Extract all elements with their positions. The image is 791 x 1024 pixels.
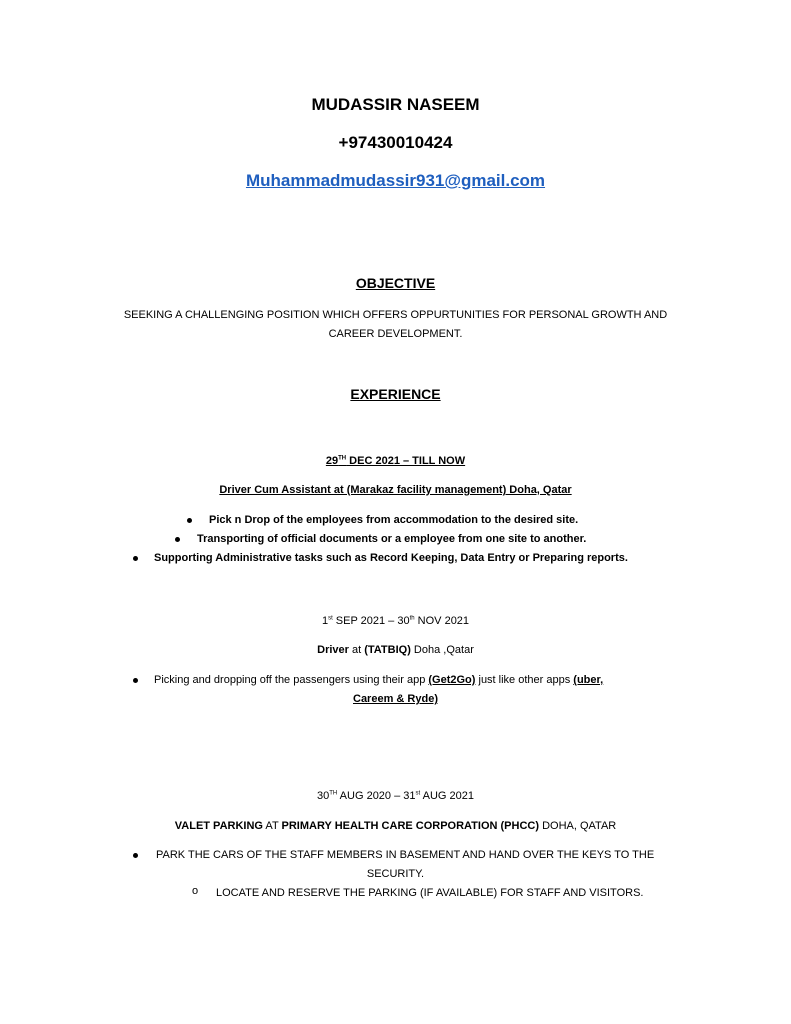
email-link[interactable]: Muhammadmudassir931@gmail.com	[245, 171, 546, 190]
job-2-role	[0, 644, 791, 656]
job-2-dates	[0, 615, 791, 627]
job-3-company: PRIMARY HEALTH CARE CORPORATION (PHCC)	[281, 820, 540, 832]
job-1-date-suffix: TH	[338, 455, 347, 462]
job-3-title: VALET PARKING	[174, 820, 263, 832]
job-2-bullet-mid: just like other apps	[475, 674, 574, 686]
job-3-location: DOHA, QATAR	[539, 820, 617, 832]
job-2-location: Doha ,Qatar	[410, 644, 474, 656]
bullet-dot-icon	[187, 518, 192, 523]
job-2-bullet-1	[154, 674, 603, 686]
job-3-date-end-suffix: st	[415, 790, 421, 797]
job-3-dates	[0, 790, 791, 802]
job-1-role: Driver Cum Assistant at (Marakaz facility management) Doha, Qatar	[219, 484, 572, 496]
job-2-date-end-suffix: th	[409, 615, 415, 622]
job-2-bullet-apps: (uber,	[573, 674, 604, 686]
job-3-role	[0, 820, 791, 832]
job-2-date-start-suffix: st	[328, 615, 333, 622]
job-3-at: AT	[262, 820, 282, 832]
bullet-dot-icon	[133, 678, 138, 683]
bullet-dot-icon	[133, 556, 138, 561]
job-2-date-mid: SEP 2021 – 30	[332, 615, 410, 627]
job-2-date-end: NOV 2021	[414, 615, 470, 627]
job-1-bullet-2: Transporting of official documents or a employee from one site to another.	[197, 533, 587, 545]
job-1-bullet-1: Pick n Drop of the employees from accommodation to the desired site.	[209, 514, 579, 526]
objective-text-line-2: CAREER DEVELOPMENT.	[328, 328, 463, 340]
experience-heading: EXPERIENCE	[350, 386, 441, 402]
job-3-date-start: 30	[316, 790, 330, 802]
job-2-title: Driver	[317, 644, 349, 656]
job-1-dates	[0, 455, 791, 467]
job-3-bullet-1: PARK THE CARS OF THE STAFF MEMBERS IN BASEMENT AND HAND OVER THE KEYS TO THE	[156, 849, 655, 861]
job-2-bullet-continuation: Careem & Ryde)	[353, 693, 438, 705]
job-3-bullet-continuation: SECURITY.	[366, 868, 425, 880]
candidate-name: MUDASSIR NASEEM	[311, 95, 480, 114]
job-2-at: at	[348, 644, 365, 656]
job-2-bullet-text: Picking and dropping off the passengers using their app	[154, 674, 429, 686]
job-1-bullet-3: Supporting Administrative tasks such as Record Keeping, Data Entry or Preparing reports.	[154, 552, 628, 564]
job-3-date-mid: AUG 2020 – 31	[337, 790, 416, 802]
sub-bullet-circle-icon: o	[192, 885, 199, 897]
job-2-bullet-app: (Get2Go)	[428, 674, 476, 686]
job-3-date-end: AUG 2021	[420, 790, 475, 802]
objective-text-line-1: SEEKING A CHALLENGING POSITION WHICH OFFERS OPPURTUNITIES FOR PERSONAL GROWTH AND	[123, 309, 668, 321]
bullet-dot-icon	[175, 537, 180, 542]
job-3-sub-bullet-1: LOCATE AND RESERVE THE PARKING (IF AVAILABLE) FOR STAFF AND VISITORS.	[216, 887, 644, 899]
job-1-date-day: 29	[325, 455, 339, 467]
phone-number: +97430010424	[338, 133, 453, 152]
bullet-dot-icon	[133, 853, 138, 858]
job-1-date-rest: DEC 2021 – TILL NOW	[346, 455, 466, 467]
job-3-date-start-suffix: TH	[329, 790, 338, 797]
job-2-date-start: 1	[321, 615, 329, 627]
job-2-company: (TATBIQ)	[364, 644, 411, 656]
objective-heading: OBJECTIVE	[355, 275, 436, 291]
